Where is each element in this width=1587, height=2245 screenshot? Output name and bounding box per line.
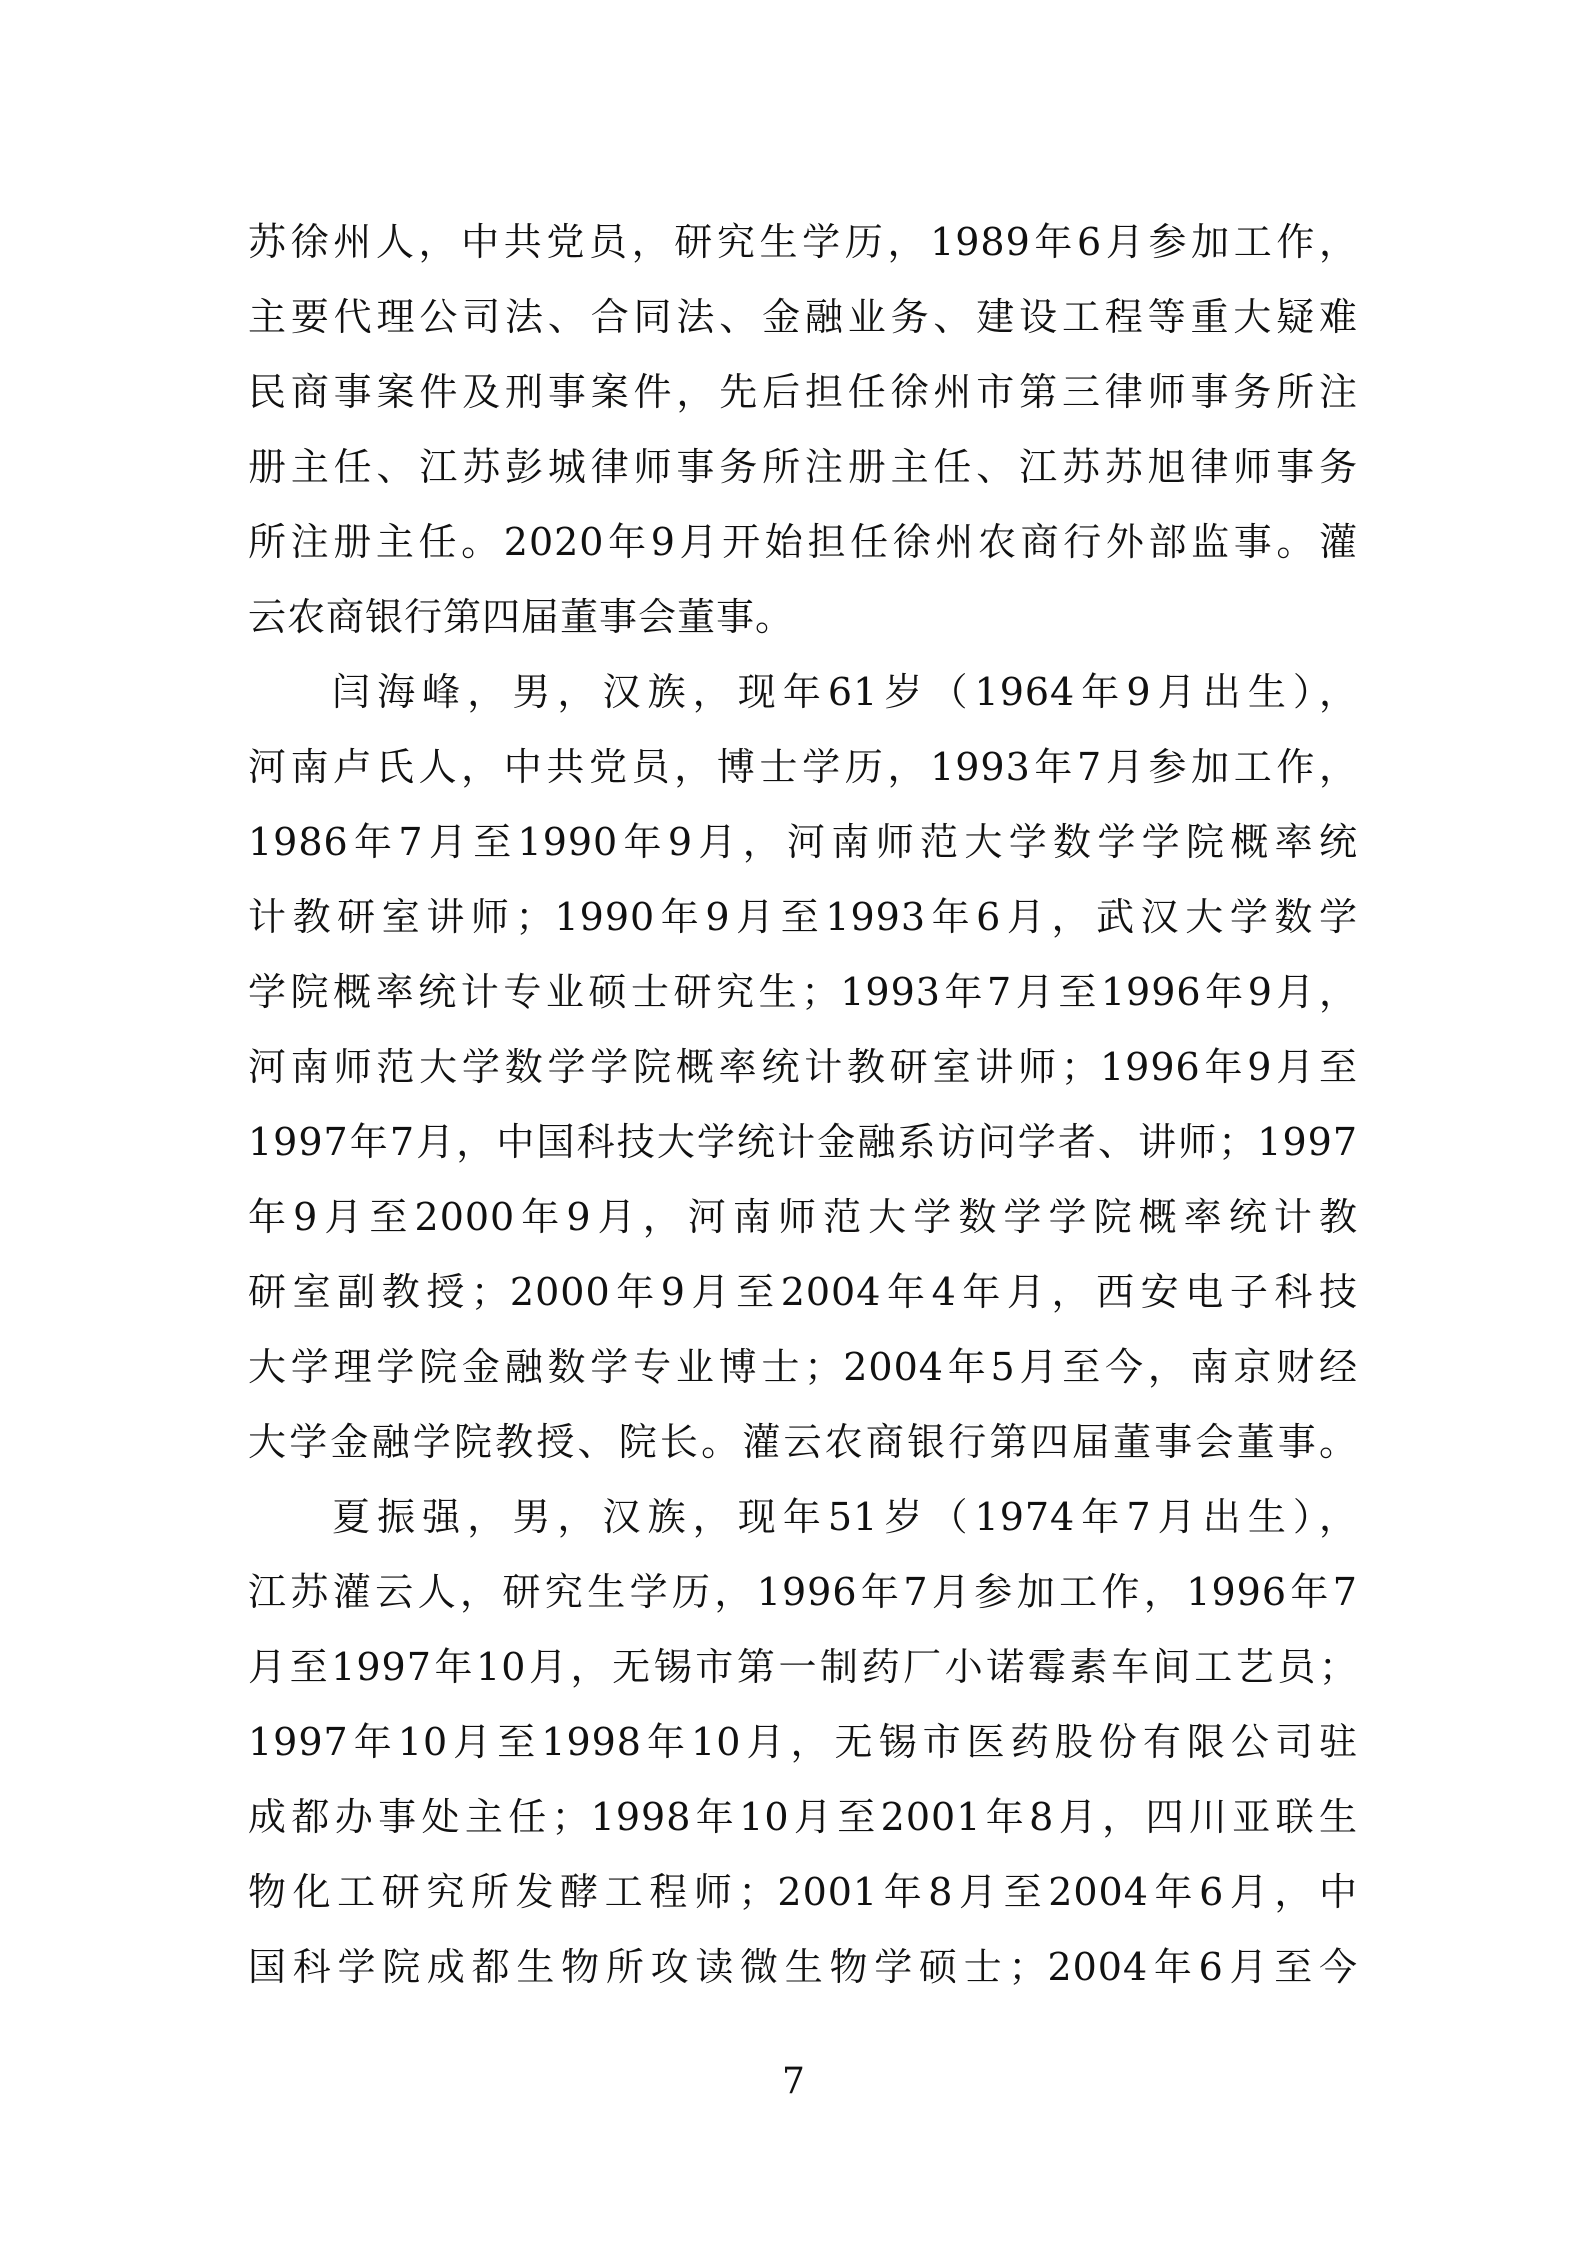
text-line: 苏徐州人，中共党员，研究生学历，1989年6月参加工作， — [248, 220, 1358, 264]
text-line: 1997年7月，中国科技大学统计金融系访问学者、讲师；1997 — [248, 1120, 1358, 1164]
text-line: 河南卢氏人，中共党员，博士学历，1993年7月参加工作， — [248, 745, 1358, 789]
text-line: 学院概率统计专业硕士研究生；1993年7月至1996年9月， — [248, 970, 1358, 1014]
text-line: 大学金融学院教授、院长。灌云农商银行第四届董事会董事。 — [248, 1420, 1358, 1464]
text-line: 册主任、江苏彭城律师事务所注册主任、江苏苏旭律师事务 — [248, 445, 1358, 489]
text-line: 研室副教授；2000年9月至2004年4年月，西安电子科技 — [248, 1270, 1358, 1314]
text-line: 闫海峰，男，汉族，现年61岁（1964年9月出生）， — [332, 670, 1358, 714]
text-line: 河南师范大学数学学院概率统计教研室讲师；1996年9月至 — [248, 1045, 1358, 1089]
text-line: 国科学院成都生物所攻读微生物学硕士；2004年6月至今 — [248, 1945, 1358, 1989]
text-line: 云农商银行第四届董事会董事。 — [248, 595, 795, 639]
text-line: 物化工研究所发酵工程师；2001年8月至2004年6月，中 — [248, 1870, 1358, 1914]
text-line: 大学理学院金融数学专业博士；2004年5月至今，南京财经 — [248, 1345, 1358, 1389]
paragraph-yan-haifeng-bio — [248, 655, 1358, 1480]
text-line: 成都办事处主任；1998年10月至2001年8月，四川亚联生 — [248, 1795, 1358, 1839]
page-number: 7 — [782, 2061, 805, 2102]
text-line: 主要代理公司法、合同法、金融业务、建设工程等重大疑难 — [248, 295, 1358, 339]
text-line: 夏振强，男，汉族，现年51岁（1974年7月出生）， — [332, 1495, 1358, 1539]
paragraph-continued-bio — [248, 205, 1358, 655]
text-line: 民商事案件及刑事案件，先后担任徐州市第三律师事务所注 — [248, 370, 1358, 414]
text-line: 1986年7月至1990年9月，河南师范大学数学学院概率统 — [248, 820, 1358, 864]
text-line: 1997年10月至1998年10月，无锡市医药股份有限公司驻 — [248, 1720, 1358, 1764]
text-line: 月至1997年10月，无锡市第一制药厂小诺霉素车间工艺员； — [248, 1645, 1358, 1689]
text-line: 所注册主任。2020年9月开始担任徐州农商行外部监事。灌 — [248, 520, 1358, 564]
body-text — [248, 205, 1358, 2005]
paragraph-xia-zhenqiang-bio — [248, 1480, 1358, 2005]
text-line: 计教研室讲师；1990年9月至1993年6月，武汉大学数学 — [248, 895, 1358, 939]
text-line: 年9月至2000年9月，河南师范大学数学学院概率统计教 — [248, 1195, 1358, 1239]
text-line: 江苏灌云人，研究生学历，1996年7月参加工作，1996年7 — [248, 1570, 1358, 1614]
